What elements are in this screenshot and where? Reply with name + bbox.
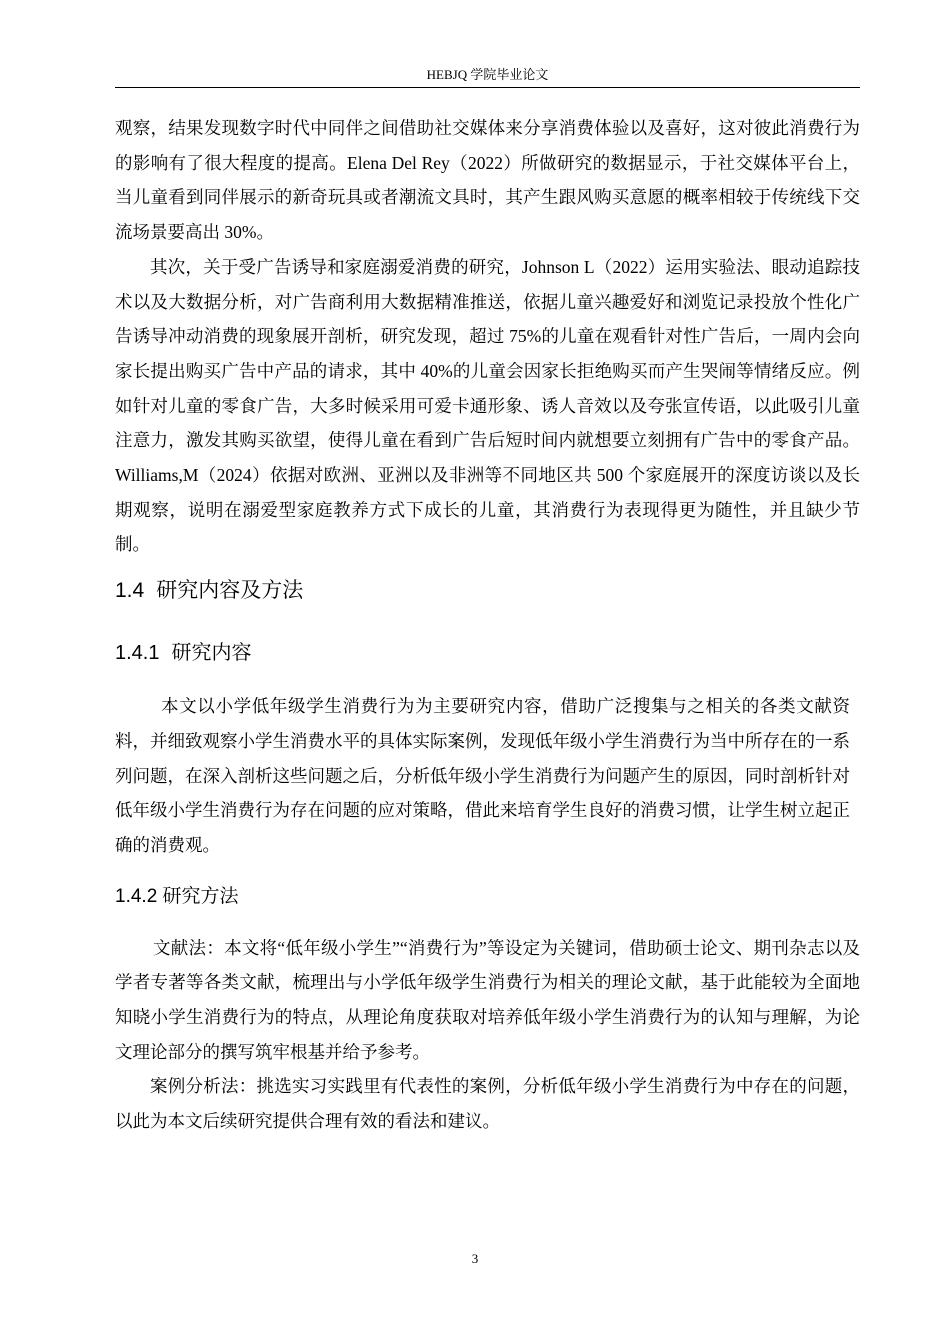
paragraph-case-analysis-method: 案例分析法：挑选实习实践里有代表性的案例，分析低年级小学生消费行为中存在的问题，以此为本文后续研究提供合理有效的看法和建议。 [115,1076,860,1132]
section-heading-1-4-2 [115,883,860,911]
section-title: 研究内容 [171,642,252,665]
section-heading-1-4-1 [115,638,860,668]
paragraph-peer-influence: 观察，结果发现数字时代中同伴之间借助社交媒体来分享消费体验以及喜好，这对彼此消费行为的影响有了很大程度的提高。Elena Del Rey（2022）所做研究的数据显示，于社交媒体平台上，当儿童看到同伴展示的新奇玩具或者潮流文具时，其产生跟风购买意愿的概率相较于传统线下交流场景要高出 30%。 [115,118,860,243]
section-number: 1.4.2 [115,885,158,907]
page-number: 3 [471,1251,479,1266]
paragraph-research-content: 本文以小学低年级学生消费行为为主要研究内容，借助广泛搜集与之相关的各类文献资料，并细致观察小学生消费水平的具体实际案例，发现低年级小学生消费行为当中所存在的一系列问题，在深入剖析这些问题之后，分析低年级小学生消费行为问题产生的原因，同时剖析针对低年级小学生消费行为存在问题的应对策略，借此来培育学生良好的消费习惯，让学生树立起正确的消费观。 [115,696,850,855]
paragraph-literature-method: 文献法：本文将“低年级小学生”“消费行为”等设定为关键词，借助硕士论文、期刊杂志以及学者专著等各类文献，梳理出与小学低年级学生消费行为相关的理论文献，基于此能较为全面地知晓小学生消费行为的特点，从理论角度获取对培养低年级小学生消费行为的认知与理解，为论文理论部分的撰写筑牢根基并给予参考。 [115,937,860,1062]
section-number: 1.4 [115,579,145,603]
section-heading-1-4 [115,576,860,606]
paragraph-advertising-research: 其次，关于受广告诱导和家庭溺爱消费的研究，Johnson L（2022）运用实验法、眼动追踪技术以及大数据分析，对广告商利用大数据精准推送，依据儿童兴趣爱好和浏览记录投放个性化广告诱导冲动消费的现象展开剖析，研究发现，超过 75%的儿童在观看针对性广告后，一周内会向家长提出购买广告中产品的请求，其中 40%的儿童会因家长拒绝购买而产生哭闹等情绪反应。例如针对儿童的零食广告，大多时候采用可爱卡通形象、诱人音效以及夸张宣传语，以此吸引儿童注意力，激发其购买欲望，使得儿童在看到广告后短时间内就想要立刻拥有广告中的零食产品。Williams,M（2024）依据对欧洲、亚洲以及非洲等不同地区共 500 个家庭展开的深度访谈以及长期观察，说明在溺爱型家庭教养方式下成长的儿童，其消费行为表现得更为随性，并且缺少节制。 [115,256,860,555]
page-header: HEBJQ 学院毕业论文 [426,67,549,82]
header-rule [115,87,860,88]
section-number: 1.4.1 [115,642,160,665]
document-body [115,111,860,1139]
section-title: 研究方法 [162,885,239,907]
section-title: 研究内容及方法 [156,579,304,603]
